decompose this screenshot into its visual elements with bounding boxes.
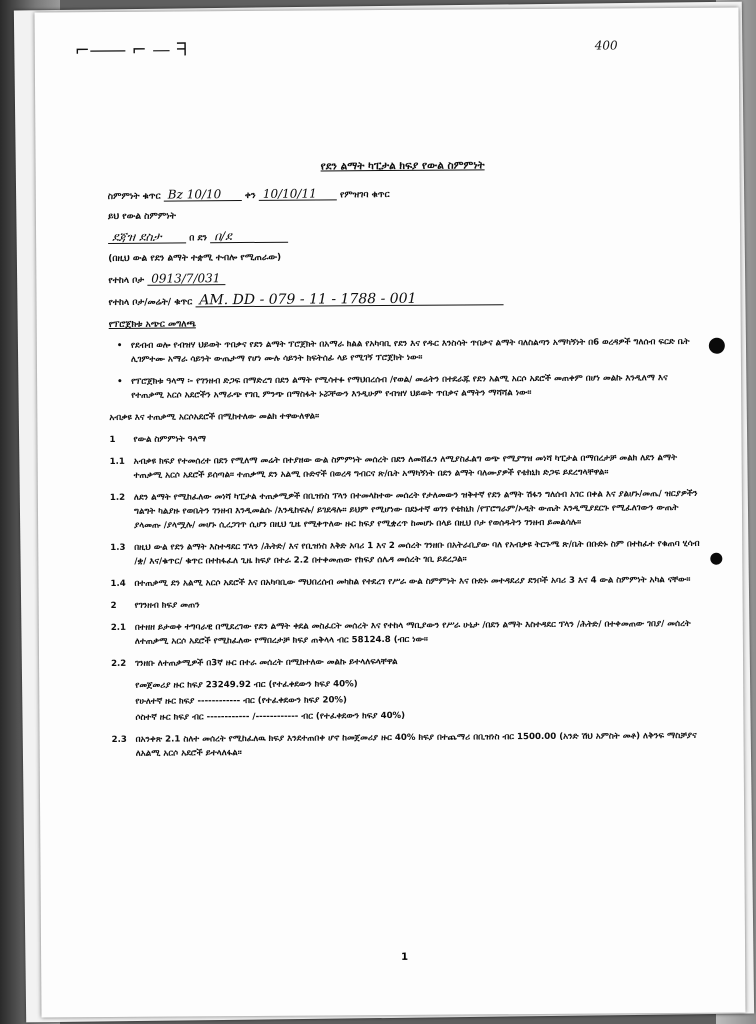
clause-number: 2.3: [111, 734, 127, 745]
clause-number: 1.1: [109, 456, 125, 467]
document-title: የደን ልማት ካፒታል ክፍያ የውል ስምምነት: [320, 159, 485, 173]
phone-value: 0913/7/031: [147, 272, 225, 286]
page-number: 1: [401, 951, 409, 963]
owner-second-value: በ/ደ: [210, 230, 288, 244]
clause-text: በተዘዘ ይታወቀ ተግባራዊ በሚደረገው የደን ልማት ቀደል መስፈርት መሰረት እና የተከላ ማቢያውን የሥራ ሁኔታ /በደን ልማት እስተዳደር ፕላን /ሕትድ/ በተቀመጠው ገበያ/ መሰረት ለተጠቃሚ አርሶ አደሮች የሚከፈለው የማበረታቻ ክፍያ ጠቅላላ ብር 58124.8 (ብር ነው።: [134, 618, 691, 647]
clause-text: በዚህ ውል የደን ልማት እስተዳደር ፕላን /ሕትድ/ እና የቢዝነስ እቅድ አባሪ 1 እና 2 መሰረት ገንዘቡ በአትራቢያው ባለ የአብቃዩ ትርጉሜ ጽ/ቤት በቡድኑ ስም በተከፈተ የቁጠባ ሂሳብ /ቋ/ እና/ቁጥር/ ቁጥር በተከፋፈለ ጊዜ ክፍያ በተራ 2.2 በተቀመጠው የክፍያ ሰሌዳ መሰረት ገቢ ይደረጋል።: [134, 538, 700, 567]
owner-name-value: ደጃዝ ደስታ: [108, 230, 186, 244]
clause-text: አብቃዩ ክፍያ የተመሰረተ በደን የሚለማ መሬት በተያዘው ውል ስምምነት መሰረት በደን ለመሸፈን ለሚያስፈልግ ወጭ የሚያግዝ መነሻ ካፒታል በማበረታቻ መልክ ለደን ልማት ተጠቃሚ አርሶ አደሮች ይሰጣል። ተጠቃሚ ደን አልሚ ቡድኖች በወረዳ ግብርና ጽ/ቤት አማካኝነት በደን ልማት ባለሙያዎች የቴክኒክ ድጋፍ ይደረግላቸዋል።: [133, 452, 678, 481]
owner-role: (በዚህ ውል የደን ልማት ተቋሚ ተብሎ የሚጠራው): [108, 252, 282, 264]
clause-number: 1.4: [110, 578, 126, 589]
binder-hole: [710, 553, 722, 565]
section-number: 1: [109, 434, 116, 445]
clause-text: በአንቀጽ 2.1 ስለተ መሰረት የሚከፈለዉ ክፍያ እንደተጠበቀ ሆኖ ከመጀመሪያ ዙር 40% ክፍያ በተጨማሪ በቢዝነስ ብር 1500.00 (አንድ ሽህ አምስት መቶ) ለቅንፍ ማስቻያና ለአልሚ አርሶ አደሮች ይተላለፋል።: [135, 730, 697, 759]
binder-hole: [709, 338, 725, 354]
phone-label: የተከላ ቦታ: [108, 275, 145, 286]
corner-number: 400: [594, 38, 618, 53]
clause-1-2: [110, 487, 700, 533]
section-heading: የፕሮጀክቱ አጭር መግለጫ: [108, 319, 196, 330]
agreement-intro: አብቃዩ እና ተጠቃሚ አርሶአደሮች በሚከተለው መልክ ተዋውለዋል።: [109, 411, 320, 423]
phone-line: [108, 269, 698, 287]
bullet-item: • የፕሮጀክቱ ዓላማ ፡- የገንዘብ ድጋፍ በማድረግ በደን ልማት የሚሳተፉ የማህበረሰብ /የወል/ መሬትን በተደራጁ የደን አልሚ አርሶ አደሮች መጠቀም በሆነ መልኩ እንዲለማ እና የተጠቃሚ አርሶ አደሮችን አማራጭ የገቢ ምንጭ በማስፋት ኑሯቸውን እንዲሁም የብዝሃ ህይወት ጥበቃና ልማትን ማሻሻል ነው።: [109, 371, 699, 403]
document-page: [35, 8, 746, 1018]
clause-number: 2.1: [110, 622, 127, 633]
map-line: [108, 291, 698, 309]
owner-label: በ ደን: [189, 233, 208, 244]
reg-no-label: የምዝገባ ቁጥር: [339, 189, 390, 201]
date-value: 10/10/11: [259, 187, 337, 201]
clause-text: ገንዘቡ ለተጠቃሚዎች በ3ኛ ዙር በተራ መሰረት በሚከተለው መልኩ ይተላለፍላቸዋል: [135, 656, 398, 669]
map-label: የተከላ ቦታ/መሬት/ ቁጥር: [108, 297, 193, 308]
clause-text: በተጠቃሚ ደን አልሚ አርሶ አደሮች እና በአካባቢው ማህበረሰብ መካከል የተደረገ የሥራ ውል ስምምነት እና ቡድኑ መተዳደሪያ ደንቦች አባሪ 3 እና 4 ውል ስምምነት አካል ናቸው።: [134, 574, 691, 589]
corner-scribble: ⌐⸺ ⌐ — ᖷ: [74, 39, 187, 62]
document-body: [108, 158, 702, 769]
section-number: 2: [110, 600, 117, 611]
payment-line: የመጀመሪያ ዙር ክፍያ 23249.92 ብር (የተፈቀደውን ክፍያ 40%): [135, 679, 358, 691]
clause-number: 2.2: [111, 658, 127, 669]
clause-number: 1.3: [110, 542, 126, 553]
clause-2-2: [111, 653, 701, 671]
clause-1-4: [110, 573, 700, 591]
party-intro: ይህ የውል ስምምነት: [107, 211, 176, 222]
section-title: የውል ስምምነት ዓላማ: [133, 434, 207, 445]
section-title: የገንዘብ ክፍያ መጠን: [134, 600, 200, 611]
contract-number-line: [108, 185, 698, 203]
payment-line: ሶስተኛ ዙር ክፍያ ብር ------------ /------------ ብር (የተፈቀደውን ክፍያ 40%): [135, 710, 406, 723]
owner-line: [108, 227, 698, 245]
clause-2-3: [112, 729, 702, 761]
date-label: ቀን: [244, 190, 256, 202]
section-heading-1: [109, 429, 699, 447]
contract-no-label: ስምምነት ቁጥር: [107, 191, 161, 202]
section-heading-2: [111, 595, 701, 613]
clause-2-1: [111, 617, 701, 649]
clause-number: 1.2: [109, 492, 126, 503]
clause-text: ለደን ልማት የሚከፈለው መነሻ ካፒታል ተጠቃሚዎች በቢዝነስ ፕላን በተመላከተው መሰረት የታለመውን ዝቅተኛ የደን ልማት ሽፋን ግለሰብ አገር በቀል እና ያልሆኑ/መጤ/ ዝርያዎችን ግልግት ካልያዙ የወቤትን ገንዘብ እንዲመልሱ /እንዲከፍሉ/ ይገደዳሉ። ይህም የሚሆነው በደኑተኛ ወገን የቴክኒክ /የፕሮግራም/ኦዲት ውጤት እንዲሚያደርጉ የሚፈለገውን ውጤት ያላመጡ /ያላሟሉ/ መሆኑ ሲረጋገጥ ሲሆን በዚህ ጊዜ የሚቀጥለው ዙር ክፍያ የሚቋረጥ ከመሆኑ በላይ በዚህ ቦታ የወሰዱትን ገንዘብ ይመልሳሉ።: [133, 488, 698, 531]
contract-no-value: Bz 10/10: [164, 188, 242, 202]
payment-line: የሁለተኛ ዙር ክፍያ ------------ ብር (የተፈቀደውን ክፍያ 20%): [135, 695, 347, 707]
clause-1-1: [110, 451, 700, 483]
clause-1-3: [110, 537, 700, 569]
map-value: AM. DD - 079 - 11 - 1788 - 001: [195, 292, 503, 307]
bullet-item: • የደብብ ወሎ የብዝሃ ህይወት ጥበቃና የደን ልማት ፕሮጀክት በአማራ ክልል የአካባቢ የደን እና የዱር እንስሳት ጥበቃና ልማት ባለስልጣን አማካኝነት በ6 ወረዳዎች ግለሰብ ፍርድ ቤት ሊገምተሙ አማራ ሳይንት ውጤታማ የሆነ ሙሉ ሳይንት ክፍትሰፊ ላይ የሚገኝ ፕሮጀክት ነው።: [109, 335, 699, 367]
